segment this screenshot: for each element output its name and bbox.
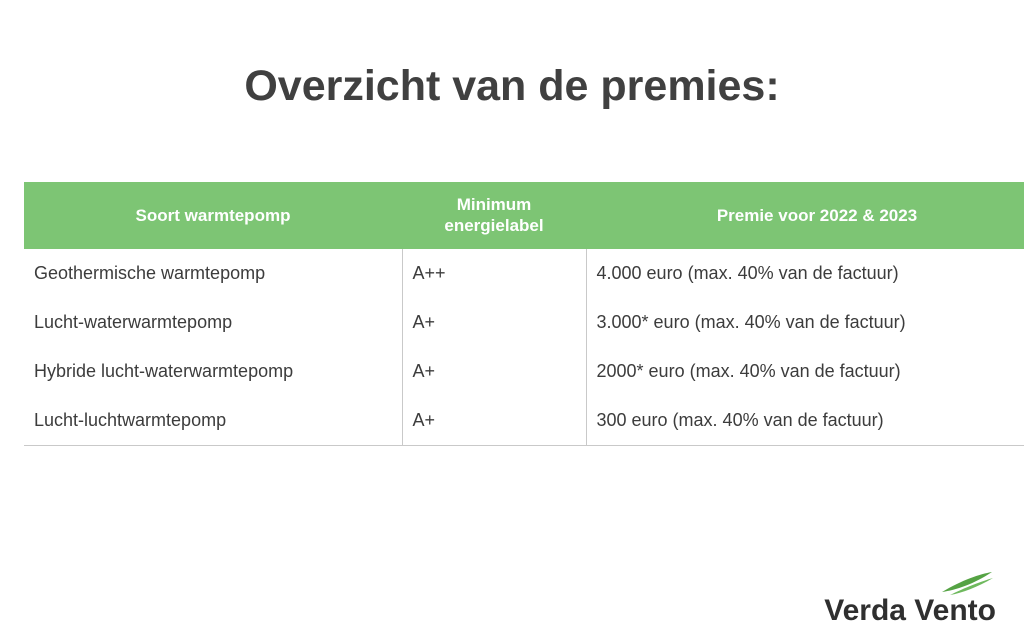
cell-label: A++ — [402, 249, 586, 298]
premies-table — [24, 182, 1024, 446]
cell-type: Geothermische warmtepomp — [24, 249, 402, 298]
brand-logo — [824, 596, 996, 626]
cell-premie: 2000* euro (max. 40% van de factuur) — [586, 347, 1024, 396]
column-header-type: Soort warmtepomp — [24, 182, 402, 249]
table-body — [24, 249, 1024, 446]
cell-label: A+ — [402, 396, 586, 446]
column-header-label: Minimum energielabel — [402, 182, 586, 249]
cell-premie: 300 euro (max. 40% van de factuur) — [586, 396, 1024, 446]
cell-premie: 4.000 euro (max. 40% van de factuur) — [586, 249, 1024, 298]
cell-type: Hybride lucht-waterwarmtepomp — [24, 347, 402, 396]
table-header-row — [24, 182, 1024, 249]
table-row — [24, 249, 1024, 298]
table-row — [24, 396, 1024, 446]
column-header-premie: Premie voor 2022 & 2023 — [586, 182, 1024, 249]
table-header — [24, 182, 1024, 249]
leaf-swoosh-icon — [940, 570, 994, 596]
table-row — [24, 298, 1024, 347]
cell-label: A+ — [402, 298, 586, 347]
cell-premie: 3.000* euro (max. 40% van de factuur) — [586, 298, 1024, 347]
cell-label: A+ — [402, 347, 586, 396]
cell-type: Lucht-luchtwarmtepomp — [24, 396, 402, 446]
premies-table-container — [24, 182, 1000, 446]
page-title: Overzicht van de premies: — [244, 62, 780, 110]
table-row — [24, 347, 1024, 396]
cell-type: Lucht-waterwarmtepomp — [24, 298, 402, 347]
logo-text: Verda Vento — [824, 594, 996, 627]
